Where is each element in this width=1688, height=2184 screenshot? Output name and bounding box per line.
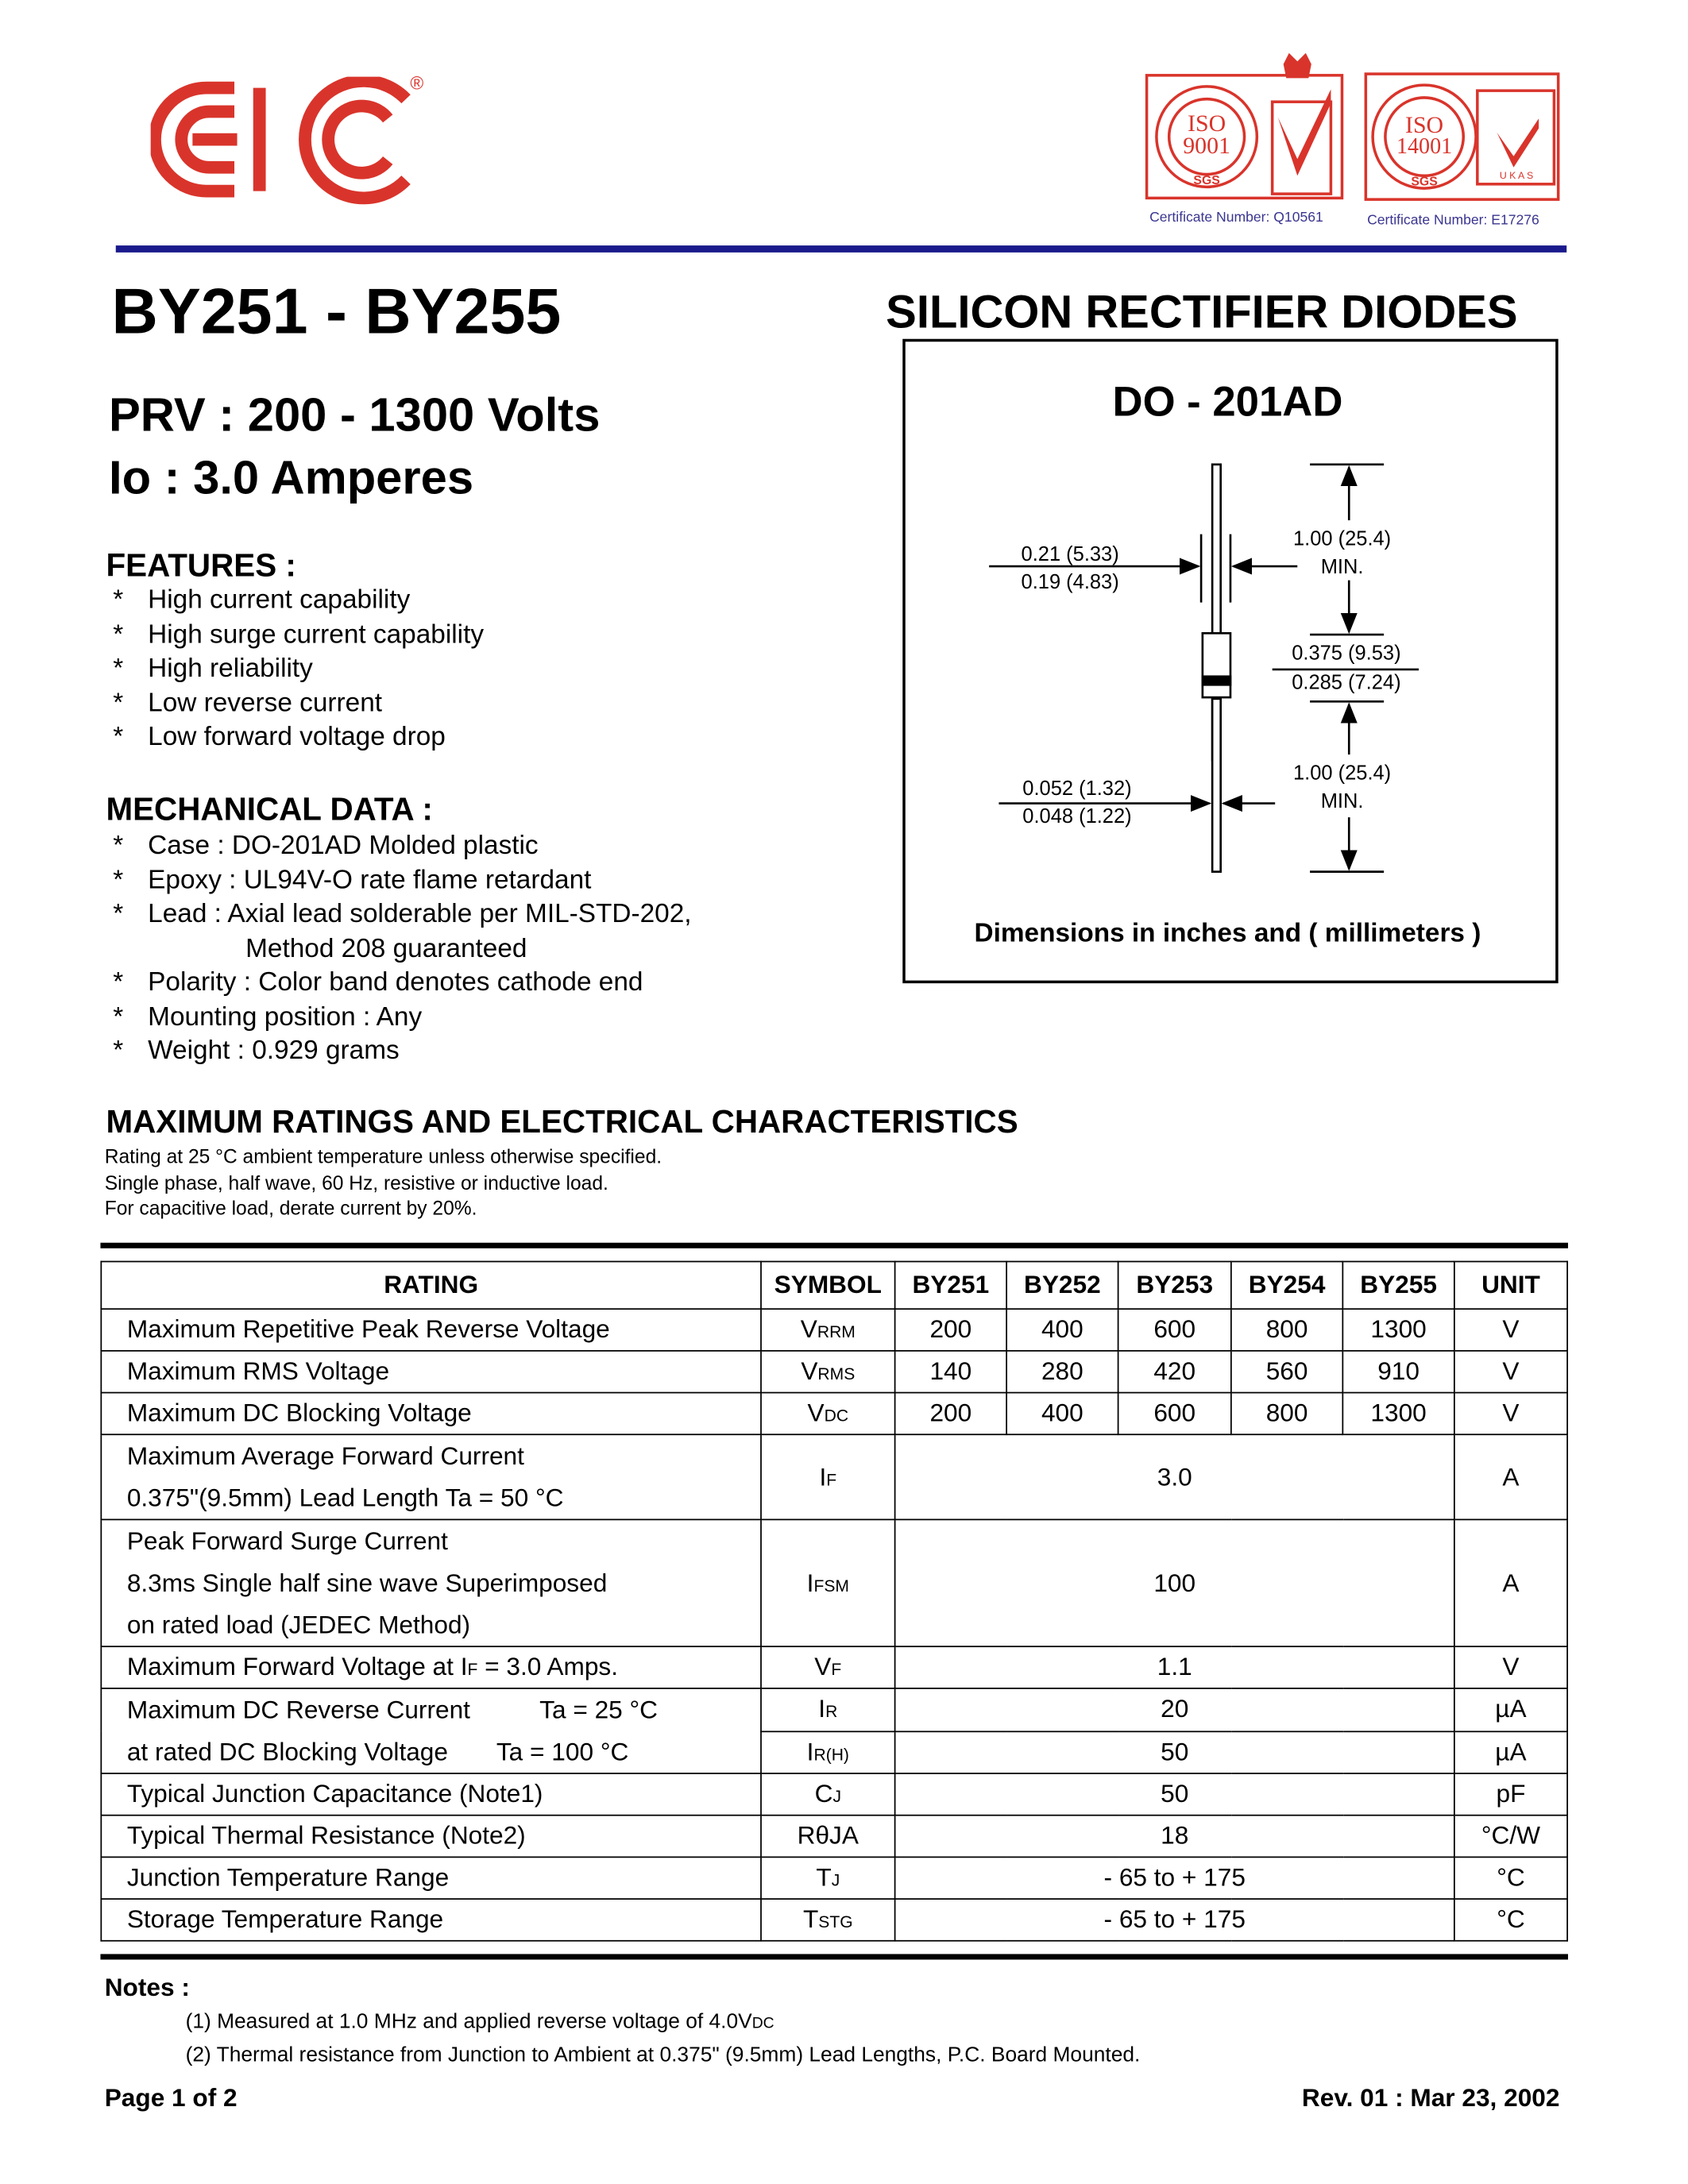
table-bottom-rule <box>100 1954 1568 1959</box>
svg-text:9001: 9001 <box>1183 133 1230 160</box>
table-row <box>101 1646 1567 1688</box>
rating-cell: Maximum DC Blocking Voltage <box>101 1393 761 1435</box>
table-row <box>101 1899 1567 1941</box>
svg-text:ISO: ISO <box>1405 111 1444 138</box>
list-item: * Lead : Axial lead solderable per MIL-STD-202, <box>113 899 692 929</box>
table-row <box>101 1519 1567 1646</box>
table-row <box>101 1393 1567 1435</box>
svg-text:U K A S: U K A S <box>1499 169 1534 181</box>
value-cell: 20 <box>895 1688 1454 1731</box>
package-drawing <box>902 339 1558 981</box>
symbol-cell: RθJA <box>761 1815 895 1858</box>
list-item: * Weight : 0.929 grams <box>113 1036 400 1066</box>
col-header: RATING <box>101 1261 761 1309</box>
ratings-table <box>100 1261 1568 1942</box>
unit-cell: µA <box>1454 1731 1567 1773</box>
value-cell: 200 <box>895 1393 1006 1435</box>
unit-cell: A <box>1454 1519 1567 1646</box>
rating-cell: Junction Temperature Range <box>101 1857 761 1899</box>
value-cell: 560 <box>1231 1351 1342 1393</box>
value-cell: - 65 to + 175 <box>895 1857 1454 1899</box>
rating-cell: Maximum Forward Voltage at IF = 3.0 Amps. <box>101 1646 761 1688</box>
value-cell: 800 <box>1231 1393 1342 1435</box>
list-item: * Low forward voltage drop <box>113 722 446 752</box>
table-row <box>101 1351 1567 1393</box>
table-row <box>101 1434 1567 1519</box>
list-item: * Polarity : Color band denotes cathode end <box>113 967 643 997</box>
rating-cell: Typical Junction Capacitance (Note1) <box>101 1773 761 1815</box>
dim-lead-diameter: 0.052 (1.32) 0.048 (1.22) <box>1022 778 1132 829</box>
col-header: BY254 <box>1231 1261 1342 1309</box>
rating-conditions: Rating at 25 °C ambient temperature unless otherwise specified. Single phase, half wave, 60 Hz, resistive or inductive load. For capacitive load, derate current by 20%. <box>104 1144 662 1219</box>
eic-logo <box>151 77 430 210</box>
symbol-cell: TSTG <box>761 1899 895 1941</box>
table-header-row <box>101 1261 1567 1309</box>
list-item: * High surge current capability <box>113 619 485 650</box>
rating-cell: Storage Temperature Range <box>101 1899 761 1941</box>
rating-cell: Maximum DC Reverse Current Ta = 25 °C at rated DC Blocking Voltage Ta = 100 °C <box>101 1688 761 1773</box>
features-list <box>106 585 484 755</box>
col-header: SYMBOL <box>761 1261 895 1309</box>
dimensions-caption: Dimensions in inches and ( millimeters ) <box>974 919 1481 949</box>
mechanical-list <box>106 830 691 1069</box>
value-cell: 18 <box>895 1815 1454 1858</box>
unit-cell: µA <box>1454 1688 1567 1731</box>
dim-lead-length-top: 1.00 (25.4) MIN. <box>1292 528 1392 579</box>
registered-mark: ® <box>410 72 424 94</box>
value-cell: - 65 to + 175 <box>895 1899 1454 1941</box>
value-cell: 3.0 <box>895 1434 1454 1519</box>
value-cell: 280 <box>1006 1351 1118 1393</box>
value-cell: 910 <box>1342 1351 1454 1393</box>
notes-heading: Notes : <box>104 1974 190 2002</box>
iso14001-cert-logo <box>1363 70 1566 204</box>
symbol-cell: IF <box>761 1434 895 1519</box>
col-header: BY251 <box>895 1261 1006 1309</box>
symbol-cell: TJ <box>761 1857 895 1899</box>
ratings-heading: MAXIMUM RATINGS AND ELECTRICAL CHARACTERISTICS <box>106 1103 1018 1140</box>
list-item: * Epoxy : UL94V-O rate flame retardant <box>113 865 592 895</box>
table-row <box>101 1773 1567 1815</box>
unit-cell: A <box>1454 1434 1567 1519</box>
value-cell: 50 <box>895 1773 1454 1815</box>
note-2: (2) Thermal resistance from Junction to Ambient at 0.375" (9.5mm) Lead Lengths, P.C. Board Mounted. <box>185 2043 1141 2067</box>
symbol-cell: VRMS <box>761 1351 895 1393</box>
value-cell: 800 <box>1231 1309 1342 1351</box>
symbol-cell: VDC <box>761 1393 895 1435</box>
table-row <box>101 1309 1567 1351</box>
cert1-number: Certificate Number: Q10561 <box>1149 210 1323 226</box>
table-row <box>101 1815 1567 1858</box>
unit-cell: V <box>1454 1393 1567 1435</box>
dim-body-diameter: 0.21 (5.33) 0.19 (4.83) <box>1021 543 1119 595</box>
rating-cell: Typical Thermal Resistance (Note2) <box>101 1815 761 1858</box>
symbol-cell: VRRM <box>761 1309 895 1351</box>
features-heading: FEATURES : <box>106 546 296 584</box>
value-cell: 600 <box>1118 1309 1231 1351</box>
list-item: * Low reverse current <box>113 688 383 718</box>
col-header: BY253 <box>1118 1261 1231 1309</box>
unit-cell: V <box>1454 1646 1567 1688</box>
iso9001-cert-logo <box>1144 48 1346 204</box>
unit-cell: °C/W <box>1454 1815 1567 1858</box>
value-cell: 400 <box>1006 1309 1118 1351</box>
symbol-cell: VF <box>761 1646 895 1688</box>
prv-spec: PRV : 200 - 1300 Volts <box>108 388 601 442</box>
symbol-cell: CJ <box>761 1773 895 1815</box>
list-item: * High current capability <box>113 585 411 615</box>
symbol-cell: IFSM <box>761 1519 895 1646</box>
symbol-cell: IR <box>761 1688 895 1731</box>
list-item: * High reliability <box>113 654 313 684</box>
rating-cell: Maximum Average Forward Current 0.375"(9.5mm) Lead Length Ta = 50 °C <box>101 1434 761 1519</box>
list-item: * Mounting position : Any <box>113 1001 423 1032</box>
part-title: BY251 - BY255 <box>111 274 562 348</box>
unit-cell: °C <box>1454 1857 1567 1899</box>
header-rule <box>116 245 1566 253</box>
list-item: Method 208 guaranteed <box>245 933 527 963</box>
rating-cell: Peak Forward Surge Current 8.3ms Single half sine wave Superimposed on rated load (JEDEC Method) <box>101 1519 761 1646</box>
note-1: (1) Measured at 1.0 MHz and applied reverse voltage of 4.0VDC <box>185 2009 774 2034</box>
value-cell: 1.1 <box>895 1646 1454 1688</box>
revision-date: Rev. 01 : Mar 23, 2002 <box>1301 2083 1560 2112</box>
list-item: * Case : DO-201AD Molded plastic <box>113 831 539 861</box>
rating-cell: Maximum Repetitive Peak Reverse Voltage <box>101 1309 761 1351</box>
cert2-number: Certificate Number: E17276 <box>1367 213 1539 230</box>
value-cell: 400 <box>1006 1393 1118 1435</box>
mechanical-heading: MECHANICAL DATA : <box>106 790 433 828</box>
package-name: DO - 201AD <box>1112 379 1343 426</box>
value-cell: 600 <box>1118 1393 1231 1435</box>
dim-lead-length-bottom: 1.00 (25.4) MIN. <box>1292 762 1392 813</box>
value-cell: 200 <box>895 1309 1006 1351</box>
value-cell: 50 <box>895 1731 1454 1773</box>
value-cell: 140 <box>895 1351 1006 1393</box>
value-cell: 420 <box>1118 1351 1231 1393</box>
col-header: UNIT <box>1454 1261 1567 1309</box>
unit-cell: pF <box>1454 1773 1567 1815</box>
svg-text:SGS: SGS <box>1193 173 1220 187</box>
product-type: SILICON RECTIFIER DIODES <box>886 286 1518 338</box>
value-cell: 1300 <box>1342 1309 1454 1351</box>
symbol-cell: IR(H) <box>761 1731 895 1773</box>
table-row <box>101 1688 1567 1731</box>
col-header: BY255 <box>1342 1261 1454 1309</box>
col-header: BY252 <box>1006 1261 1118 1309</box>
dim-body-length: 0.375 (9.53) 0.285 (7.24) <box>1292 642 1401 695</box>
svg-text:ISO: ISO <box>1188 110 1226 137</box>
page-number: Page 1 of 2 <box>104 2083 238 2112</box>
table-row <box>101 1857 1567 1899</box>
svg-text:SGS: SGS <box>1411 175 1438 189</box>
rating-cell: Maximum RMS Voltage <box>101 1351 761 1393</box>
table-top-rule <box>100 1243 1568 1248</box>
svg-text:14001: 14001 <box>1396 134 1453 160</box>
io-spec: Io : 3.0 Amperes <box>108 452 474 505</box>
unit-cell: V <box>1454 1351 1567 1393</box>
unit-cell: V <box>1454 1309 1567 1351</box>
value-cell: 1300 <box>1342 1393 1454 1435</box>
value-cell: 100 <box>895 1519 1454 1646</box>
unit-cell: °C <box>1454 1899 1567 1941</box>
